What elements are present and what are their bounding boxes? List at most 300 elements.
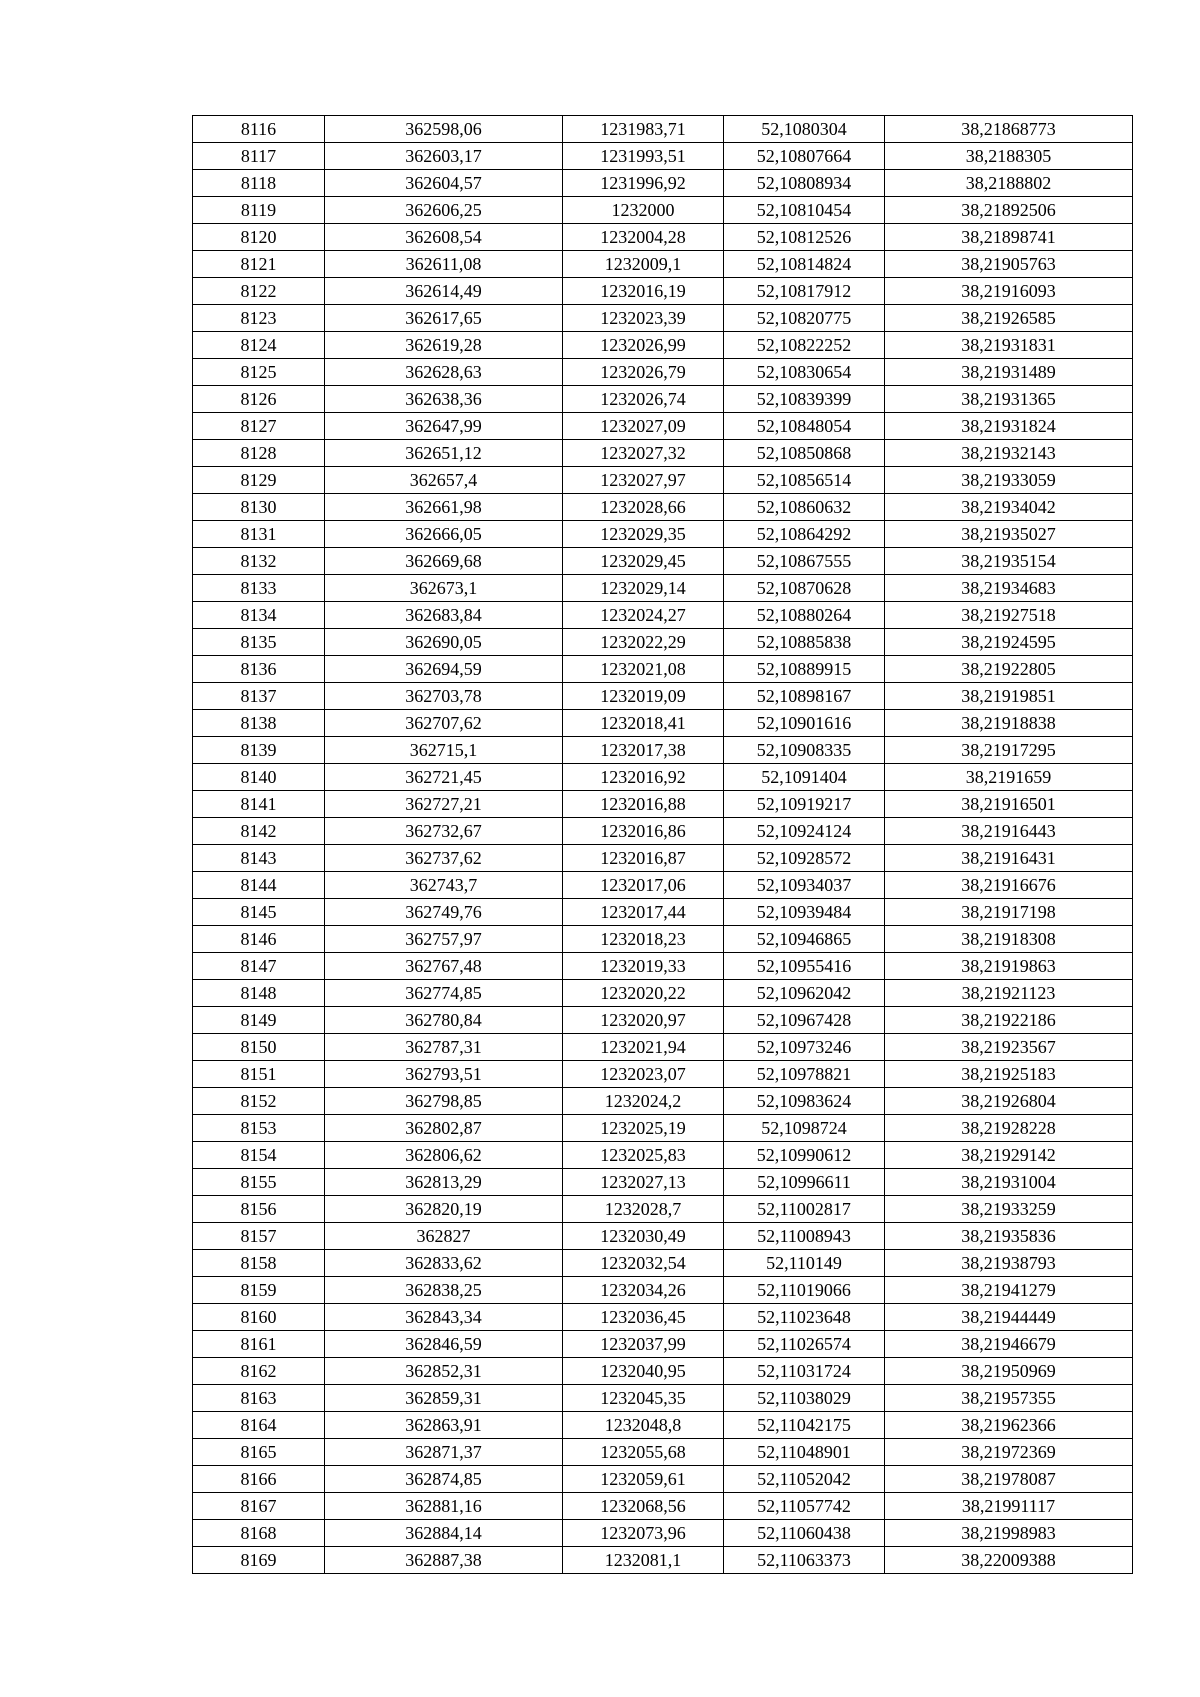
latitude-cell: 52,10814824 [724,251,885,278]
longitude-cell: 38,21868773 [885,116,1133,143]
x-coordinate-cell: 362694,59 [325,656,563,683]
table-row [193,629,1133,656]
table-row [193,1196,1133,1223]
table-row [193,332,1133,359]
point-number-cell: 8117 [193,143,325,170]
longitude-cell: 38,21919851 [885,683,1133,710]
x-coordinate-cell: 362721,45 [325,764,563,791]
y-coordinate-cell: 1232016,86 [563,818,724,845]
table-row [193,575,1133,602]
latitude-cell: 52,10962042 [724,980,885,1007]
y-coordinate-cell: 1232024,2 [563,1088,724,1115]
latitude-cell: 52,10856514 [724,467,885,494]
y-coordinate-cell: 1232020,22 [563,980,724,1007]
point-number-cell: 8122 [193,278,325,305]
point-number-cell: 8149 [193,1007,325,1034]
latitude-cell: 52,10850868 [724,440,885,467]
latitude-cell: 52,110149 [724,1250,885,1277]
table-row [193,386,1133,413]
point-number-cell: 8123 [193,305,325,332]
point-number-cell: 8140 [193,764,325,791]
latitude-cell: 52,1080304 [724,116,885,143]
point-number-cell: 8138 [193,710,325,737]
y-coordinate-cell: 1232036,45 [563,1304,724,1331]
table-row [193,980,1133,1007]
y-coordinate-cell: 1231996,92 [563,170,724,197]
longitude-cell: 38,21926585 [885,305,1133,332]
latitude-cell: 52,10830654 [724,359,885,386]
x-coordinate-cell: 362683,84 [325,602,563,629]
latitude-cell: 52,10867555 [724,548,885,575]
x-coordinate-cell: 362820,19 [325,1196,563,1223]
y-coordinate-cell: 1232025,83 [563,1142,724,1169]
y-coordinate-cell: 1232021,94 [563,1034,724,1061]
latitude-cell: 52,10848054 [724,413,885,440]
point-number-cell: 8125 [193,359,325,386]
longitude-cell: 38,21946679 [885,1331,1133,1358]
latitude-cell: 52,11031724 [724,1358,885,1385]
y-coordinate-cell: 1232017,44 [563,899,724,926]
longitude-cell: 38,21978087 [885,1466,1133,1493]
x-coordinate-cell: 362833,62 [325,1250,563,1277]
table-row [193,116,1133,143]
x-coordinate-cell: 362881,16 [325,1493,563,1520]
coordinates-table-body [193,116,1133,1574]
x-coordinate-cell: 362628,63 [325,359,563,386]
latitude-cell: 52,1091404 [724,764,885,791]
point-number-cell: 8124 [193,332,325,359]
point-number-cell: 8130 [193,494,325,521]
y-coordinate-cell: 1232016,92 [563,764,724,791]
longitude-cell: 38,21905763 [885,251,1133,278]
latitude-cell: 52,10990612 [724,1142,885,1169]
latitude-cell: 52,10820775 [724,305,885,332]
y-coordinate-cell: 1232025,19 [563,1115,724,1142]
point-number-cell: 8162 [193,1358,325,1385]
y-coordinate-cell: 1232028,66 [563,494,724,521]
longitude-cell: 38,21928228 [885,1115,1133,1142]
longitude-cell: 38,21934683 [885,575,1133,602]
table-row [193,656,1133,683]
longitude-cell: 38,21962366 [885,1412,1133,1439]
latitude-cell: 52,11042175 [724,1412,885,1439]
table-row [193,872,1133,899]
longitude-cell: 38,21933259 [885,1196,1133,1223]
table-row [193,1547,1133,1574]
x-coordinate-cell: 362827 [325,1223,563,1250]
point-number-cell: 8119 [193,197,325,224]
x-coordinate-cell: 362802,87 [325,1115,563,1142]
x-coordinate-cell: 362603,17 [325,143,563,170]
latitude-cell: 52,10967428 [724,1007,885,1034]
y-coordinate-cell: 1232000 [563,197,724,224]
x-coordinate-cell: 362732,67 [325,818,563,845]
latitude-cell: 52,10870628 [724,575,885,602]
latitude-cell: 52,10885838 [724,629,885,656]
x-coordinate-cell: 362606,25 [325,197,563,224]
longitude-cell: 38,21941279 [885,1277,1133,1304]
y-coordinate-cell: 1232026,79 [563,359,724,386]
longitude-cell: 38,21957355 [885,1385,1133,1412]
y-coordinate-cell: 1232048,8 [563,1412,724,1439]
x-coordinate-cell: 362611,08 [325,251,563,278]
x-coordinate-cell: 362617,65 [325,305,563,332]
longitude-cell: 38,21931004 [885,1169,1133,1196]
point-number-cell: 8128 [193,440,325,467]
table-row [193,1412,1133,1439]
x-coordinate-cell: 362874,85 [325,1466,563,1493]
y-coordinate-cell: 1232032,54 [563,1250,724,1277]
x-coordinate-cell: 362604,57 [325,170,563,197]
longitude-cell: 38,21944449 [885,1304,1133,1331]
table-row [193,224,1133,251]
x-coordinate-cell: 362614,49 [325,278,563,305]
latitude-cell: 52,11063373 [724,1547,885,1574]
point-number-cell: 8168 [193,1520,325,1547]
point-number-cell: 8143 [193,845,325,872]
table-row [193,737,1133,764]
x-coordinate-cell: 362813,29 [325,1169,563,1196]
longitude-cell: 38,21950969 [885,1358,1133,1385]
y-coordinate-cell: 1232040,95 [563,1358,724,1385]
point-number-cell: 8160 [193,1304,325,1331]
x-coordinate-cell: 362690,05 [325,629,563,656]
longitude-cell: 38,2191659 [885,764,1133,791]
y-coordinate-cell: 1232028,7 [563,1196,724,1223]
table-row [193,1061,1133,1088]
latitude-cell: 52,10996611 [724,1169,885,1196]
y-coordinate-cell: 1232068,56 [563,1493,724,1520]
x-coordinate-cell: 362598,06 [325,116,563,143]
latitude-cell: 52,1098724 [724,1115,885,1142]
table-row [193,764,1133,791]
table-row [193,521,1133,548]
x-coordinate-cell: 362669,68 [325,548,563,575]
longitude-cell: 38,21917198 [885,899,1133,926]
point-number-cell: 8156 [193,1196,325,1223]
longitude-cell: 38,21922186 [885,1007,1133,1034]
longitude-cell: 38,21932143 [885,440,1133,467]
longitude-cell: 38,21929142 [885,1142,1133,1169]
y-coordinate-cell: 1232037,99 [563,1331,724,1358]
y-coordinate-cell: 1231983,71 [563,116,724,143]
longitude-cell: 38,21927518 [885,602,1133,629]
longitude-cell: 38,21934042 [885,494,1133,521]
y-coordinate-cell: 1232027,32 [563,440,724,467]
table-row [193,1250,1133,1277]
latitude-cell: 52,11038029 [724,1385,885,1412]
point-number-cell: 8145 [193,899,325,926]
table-row [193,1223,1133,1250]
latitude-cell: 52,11048901 [724,1439,885,1466]
longitude-cell: 38,21918308 [885,926,1133,953]
y-coordinate-cell: 1232019,09 [563,683,724,710]
y-coordinate-cell: 1232018,41 [563,710,724,737]
x-coordinate-cell: 362780,84 [325,1007,563,1034]
point-number-cell: 8134 [193,602,325,629]
longitude-cell: 38,21916443 [885,818,1133,845]
x-coordinate-cell: 362608,54 [325,224,563,251]
y-coordinate-cell: 1232021,08 [563,656,724,683]
table-row [193,359,1133,386]
longitude-cell: 38,21916431 [885,845,1133,872]
y-coordinate-cell: 1232016,19 [563,278,724,305]
latitude-cell: 52,10860632 [724,494,885,521]
table-row [193,440,1133,467]
x-coordinate-cell: 362843,34 [325,1304,563,1331]
latitude-cell: 52,11057742 [724,1493,885,1520]
table-row [193,305,1133,332]
point-number-cell: 8126 [193,386,325,413]
coordinates-table [192,115,1133,1574]
latitude-cell: 52,10973246 [724,1034,885,1061]
x-coordinate-cell: 362757,97 [325,926,563,953]
x-coordinate-cell: 362767,48 [325,953,563,980]
longitude-cell: 38,21931824 [885,413,1133,440]
latitude-cell: 52,10864292 [724,521,885,548]
y-coordinate-cell: 1232016,88 [563,791,724,818]
longitude-cell: 38,21931489 [885,359,1133,386]
table-row [193,278,1133,305]
longitude-cell: 38,21998983 [885,1520,1133,1547]
x-coordinate-cell: 362707,62 [325,710,563,737]
y-coordinate-cell: 1232029,45 [563,548,724,575]
longitude-cell: 38,21917295 [885,737,1133,764]
table-row [193,899,1133,926]
table-row [193,1088,1133,1115]
table-row [193,548,1133,575]
y-coordinate-cell: 1232023,39 [563,305,724,332]
x-coordinate-cell: 362666,05 [325,521,563,548]
table-row [193,1358,1133,1385]
longitude-cell: 38,21931831 [885,332,1133,359]
longitude-cell: 38,21924595 [885,629,1133,656]
point-number-cell: 8137 [193,683,325,710]
y-coordinate-cell: 1232034,26 [563,1277,724,1304]
y-coordinate-cell: 1232009,1 [563,251,724,278]
table-row [193,602,1133,629]
point-number-cell: 8163 [193,1385,325,1412]
y-coordinate-cell: 1232019,33 [563,953,724,980]
x-coordinate-cell: 362787,31 [325,1034,563,1061]
x-coordinate-cell: 362793,51 [325,1061,563,1088]
latitude-cell: 52,10908335 [724,737,885,764]
x-coordinate-cell: 362846,59 [325,1331,563,1358]
latitude-cell: 52,10880264 [724,602,885,629]
longitude-cell: 38,21919863 [885,953,1133,980]
y-coordinate-cell: 1232029,35 [563,521,724,548]
table-row [193,953,1133,980]
point-number-cell: 8165 [193,1439,325,1466]
point-number-cell: 8157 [193,1223,325,1250]
point-number-cell: 8166 [193,1466,325,1493]
longitude-cell: 38,21926804 [885,1088,1133,1115]
table-row [193,197,1133,224]
point-number-cell: 8118 [193,170,325,197]
longitude-cell: 38,21923567 [885,1034,1133,1061]
point-number-cell: 8148 [193,980,325,1007]
y-coordinate-cell: 1232059,61 [563,1466,724,1493]
x-coordinate-cell: 362774,85 [325,980,563,1007]
longitude-cell: 38,21991117 [885,1493,1133,1520]
x-coordinate-cell: 362871,37 [325,1439,563,1466]
table-row [193,1520,1133,1547]
longitude-cell: 38,21916093 [885,278,1133,305]
x-coordinate-cell: 362657,4 [325,467,563,494]
y-coordinate-cell: 1232022,29 [563,629,724,656]
point-number-cell: 8155 [193,1169,325,1196]
point-number-cell: 8139 [193,737,325,764]
latitude-cell: 52,10919217 [724,791,885,818]
latitude-cell: 52,10939484 [724,899,885,926]
table-row [193,251,1133,278]
x-coordinate-cell: 362863,91 [325,1412,563,1439]
point-number-cell: 8146 [193,926,325,953]
x-coordinate-cell: 362859,31 [325,1385,563,1412]
latitude-cell: 52,11026574 [724,1331,885,1358]
longitude-cell: 38,21922805 [885,656,1133,683]
y-coordinate-cell: 1232055,68 [563,1439,724,1466]
x-coordinate-cell: 362887,38 [325,1547,563,1574]
y-coordinate-cell: 1232029,14 [563,575,724,602]
x-coordinate-cell: 362703,78 [325,683,563,710]
y-coordinate-cell: 1232027,09 [563,413,724,440]
latitude-cell: 52,10898167 [724,683,885,710]
latitude-cell: 52,11019066 [724,1277,885,1304]
table-row [193,845,1133,872]
y-coordinate-cell: 1232073,96 [563,1520,724,1547]
point-number-cell: 8161 [193,1331,325,1358]
longitude-cell: 38,21935027 [885,521,1133,548]
table-row [193,467,1133,494]
latitude-cell: 52,10817912 [724,278,885,305]
table-row [193,1439,1133,1466]
x-coordinate-cell: 362749,76 [325,899,563,926]
latitude-cell: 52,10978821 [724,1061,885,1088]
y-coordinate-cell: 1231993,51 [563,143,724,170]
table-row [193,1385,1133,1412]
longitude-cell: 38,21933059 [885,467,1133,494]
table-row [193,1142,1133,1169]
longitude-cell: 38,2188305 [885,143,1133,170]
y-coordinate-cell: 1232017,06 [563,872,724,899]
longitude-cell: 38,21925183 [885,1061,1133,1088]
latitude-cell: 52,10946865 [724,926,885,953]
table-row [193,710,1133,737]
longitude-cell: 38,21892506 [885,197,1133,224]
y-coordinate-cell: 1232016,87 [563,845,724,872]
point-number-cell: 8133 [193,575,325,602]
y-coordinate-cell: 1232027,97 [563,467,724,494]
x-coordinate-cell: 362852,31 [325,1358,563,1385]
table-row [193,1169,1133,1196]
x-coordinate-cell: 362727,21 [325,791,563,818]
table-row [193,926,1133,953]
x-coordinate-cell: 362737,62 [325,845,563,872]
point-number-cell: 8169 [193,1547,325,1574]
x-coordinate-cell: 362715,1 [325,737,563,764]
x-coordinate-cell: 362651,12 [325,440,563,467]
y-coordinate-cell: 1232020,97 [563,1007,724,1034]
x-coordinate-cell: 362884,14 [325,1520,563,1547]
latitude-cell: 52,10812526 [724,224,885,251]
point-number-cell: 8127 [193,413,325,440]
longitude-cell: 38,2188802 [885,170,1133,197]
table-row [193,1034,1133,1061]
latitude-cell: 52,10810454 [724,197,885,224]
point-number-cell: 8152 [193,1088,325,1115]
point-number-cell: 8141 [193,791,325,818]
latitude-cell: 52,10924124 [724,818,885,845]
latitude-cell: 52,11052042 [724,1466,885,1493]
x-coordinate-cell: 362673,1 [325,575,563,602]
x-coordinate-cell: 362743,7 [325,872,563,899]
longitude-cell: 38,22009388 [885,1547,1133,1574]
y-coordinate-cell: 1232018,23 [563,926,724,953]
point-number-cell: 8129 [193,467,325,494]
table-row [193,170,1133,197]
y-coordinate-cell: 1232004,28 [563,224,724,251]
table-row [193,1331,1133,1358]
latitude-cell: 52,10955416 [724,953,885,980]
latitude-cell: 52,10889915 [724,656,885,683]
latitude-cell: 52,10983624 [724,1088,885,1115]
point-number-cell: 8131 [193,521,325,548]
table-row [193,494,1133,521]
latitude-cell: 52,10901616 [724,710,885,737]
longitude-cell: 38,21972369 [885,1439,1133,1466]
latitude-cell: 52,10934037 [724,872,885,899]
table-row [193,1115,1133,1142]
longitude-cell: 38,21916501 [885,791,1133,818]
latitude-cell: 52,11023648 [724,1304,885,1331]
latitude-cell: 52,11008943 [724,1223,885,1250]
point-number-cell: 8158 [193,1250,325,1277]
y-coordinate-cell: 1232045,35 [563,1385,724,1412]
longitude-cell: 38,21916676 [885,872,1133,899]
x-coordinate-cell: 362661,98 [325,494,563,521]
y-coordinate-cell: 1232023,07 [563,1061,724,1088]
point-number-cell: 8142 [193,818,325,845]
y-coordinate-cell: 1232030,49 [563,1223,724,1250]
point-number-cell: 8116 [193,116,325,143]
point-number-cell: 8151 [193,1061,325,1088]
x-coordinate-cell: 362638,36 [325,386,563,413]
y-coordinate-cell: 1232024,27 [563,602,724,629]
y-coordinate-cell: 1232017,38 [563,737,724,764]
table-row [193,413,1133,440]
point-number-cell: 8153 [193,1115,325,1142]
table-row [193,143,1133,170]
latitude-cell: 52,11002817 [724,1196,885,1223]
longitude-cell: 38,21935154 [885,548,1133,575]
table-row [193,1277,1133,1304]
x-coordinate-cell: 362806,62 [325,1142,563,1169]
longitude-cell: 38,21898741 [885,224,1133,251]
latitude-cell: 52,10822252 [724,332,885,359]
longitude-cell: 38,21918838 [885,710,1133,737]
latitude-cell: 52,10839399 [724,386,885,413]
y-coordinate-cell: 1232026,99 [563,332,724,359]
table-row [193,791,1133,818]
point-number-cell: 8154 [193,1142,325,1169]
x-coordinate-cell: 362838,25 [325,1277,563,1304]
point-number-cell: 8132 [193,548,325,575]
point-number-cell: 8121 [193,251,325,278]
point-number-cell: 8159 [193,1277,325,1304]
latitude-cell: 52,10808934 [724,170,885,197]
point-number-cell: 8167 [193,1493,325,1520]
